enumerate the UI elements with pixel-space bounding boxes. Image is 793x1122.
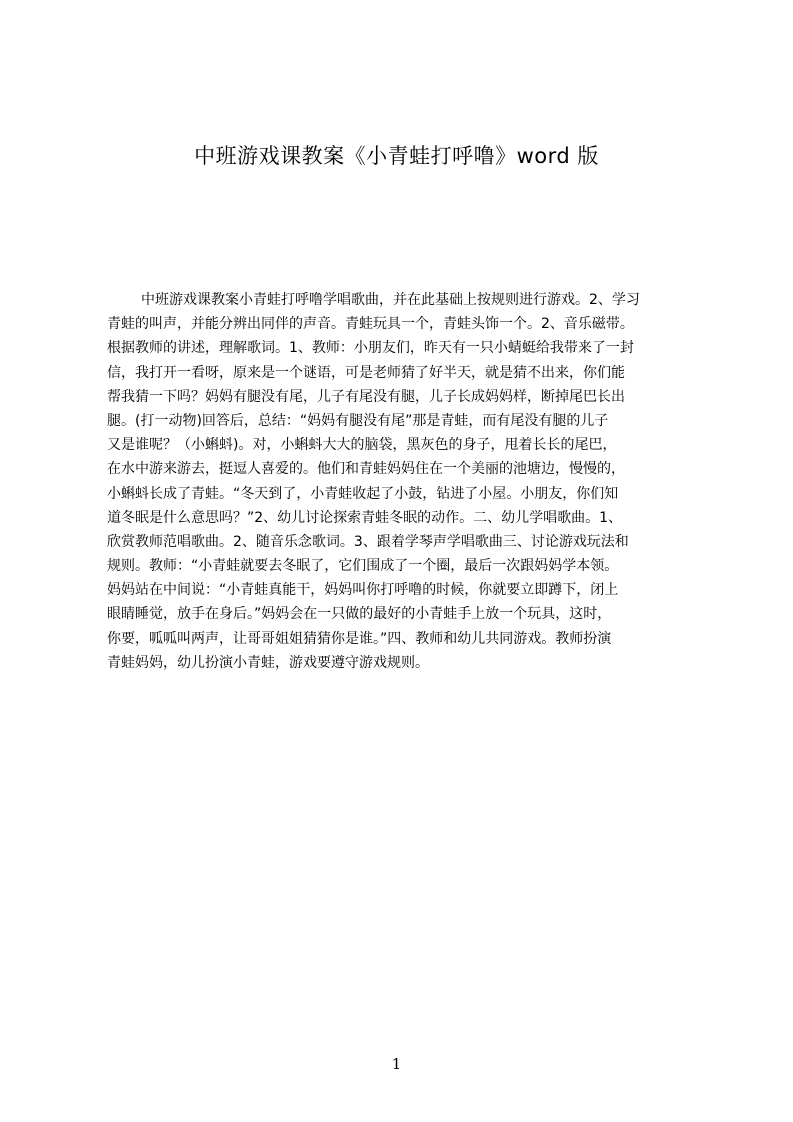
paragraph-line: 欣赏教师范唱歌曲。2、随音乐念歌词。3、跟着学琴声学唱歌曲三、讨论游戏玩法和 xyxy=(107,533,629,550)
paragraph-line: 妈妈站在中间说：“小青蛙真能干，妈妈叫你打呼噜的时候，你就要立即蹲下，闭上 xyxy=(107,582,619,599)
paragraph-line: 道冬眠是什么意思吗？”2、幼儿讨论探索青蛙冬眠的动作。二、幼儿学唱歌曲。1、 xyxy=(107,509,623,526)
paragraph-line: 在水中游来游去，挺逗人喜爱的。他们和青蛙妈妈住在一个美丽的池塘边，慢慢的， xyxy=(107,461,625,478)
paragraph-line: 小蝌蚪长成了青蛙。“冬天到了，小青蛙收起了小鼓，钻进了小屋。小朋友，你们知 xyxy=(107,485,619,502)
document-title: 中班游戏课教案《小青蛙打呼噜》word 版 xyxy=(194,144,599,168)
body-paragraph xyxy=(107,288,701,675)
page-number: 1 xyxy=(391,1055,402,1073)
paragraph-line: 中班游戏课教案小青蛙打呼噜学唱歌曲，并在此基础上按规则进行游戏。2、学习 xyxy=(141,292,640,308)
paragraph-line: 青蛙的叫声，并能分辨出同伴的声音。青蛙玩具一个，青蛙头饰一个。2、音乐磁带。 xyxy=(107,316,634,333)
paragraph-line: 根据教师的讲述，理解歌词。1、教师：小朋友们，昨天有一只小蜻蜓给我带来了一封 xyxy=(107,340,634,357)
paragraph-line: 规则。教师：“小青蛙就要去冬眠了，它们围成了一个圈，最后一次跟妈妈学本领。 xyxy=(107,558,619,575)
paragraph-line: 你要，呱呱叫两声，让哥哥姐姐猜猜你是谁。”四、教师和幼儿共同游戏。教师扮演 xyxy=(107,630,612,647)
paragraph-line: 腿。(打一动物)回答后，总结：“妈妈有腿没有尾”那是青蛙，而有尾没有腿的儿子 xyxy=(107,412,609,429)
paragraph-line: 又是谁呢？（小蝌蚪)。对，小蝌蚪大大的脑袋，黑灰色的身子，甩着长长的尾巴， xyxy=(107,437,617,454)
paragraph-line: 青蛙妈妈，幼儿扮演小青蛙，游戏要遵守游戏规则。 xyxy=(107,654,429,671)
paragraph-line: 信，我打开一看呀，原来是一个谜语，可是老师猜了好半天，就是猜不出来，你们能 xyxy=(107,364,625,381)
paragraph-line: 眼睛睡觉，放手在身后。”妈妈会在一只做的最好的小青蛙手上放一个玩具，这时， xyxy=(107,606,612,623)
paragraph-line: 帮我猜一下吗？妈妈有腿没有尾，儿子有尾没有腿，儿子长成妈妈样，断掉尾巴长出 xyxy=(107,388,625,405)
